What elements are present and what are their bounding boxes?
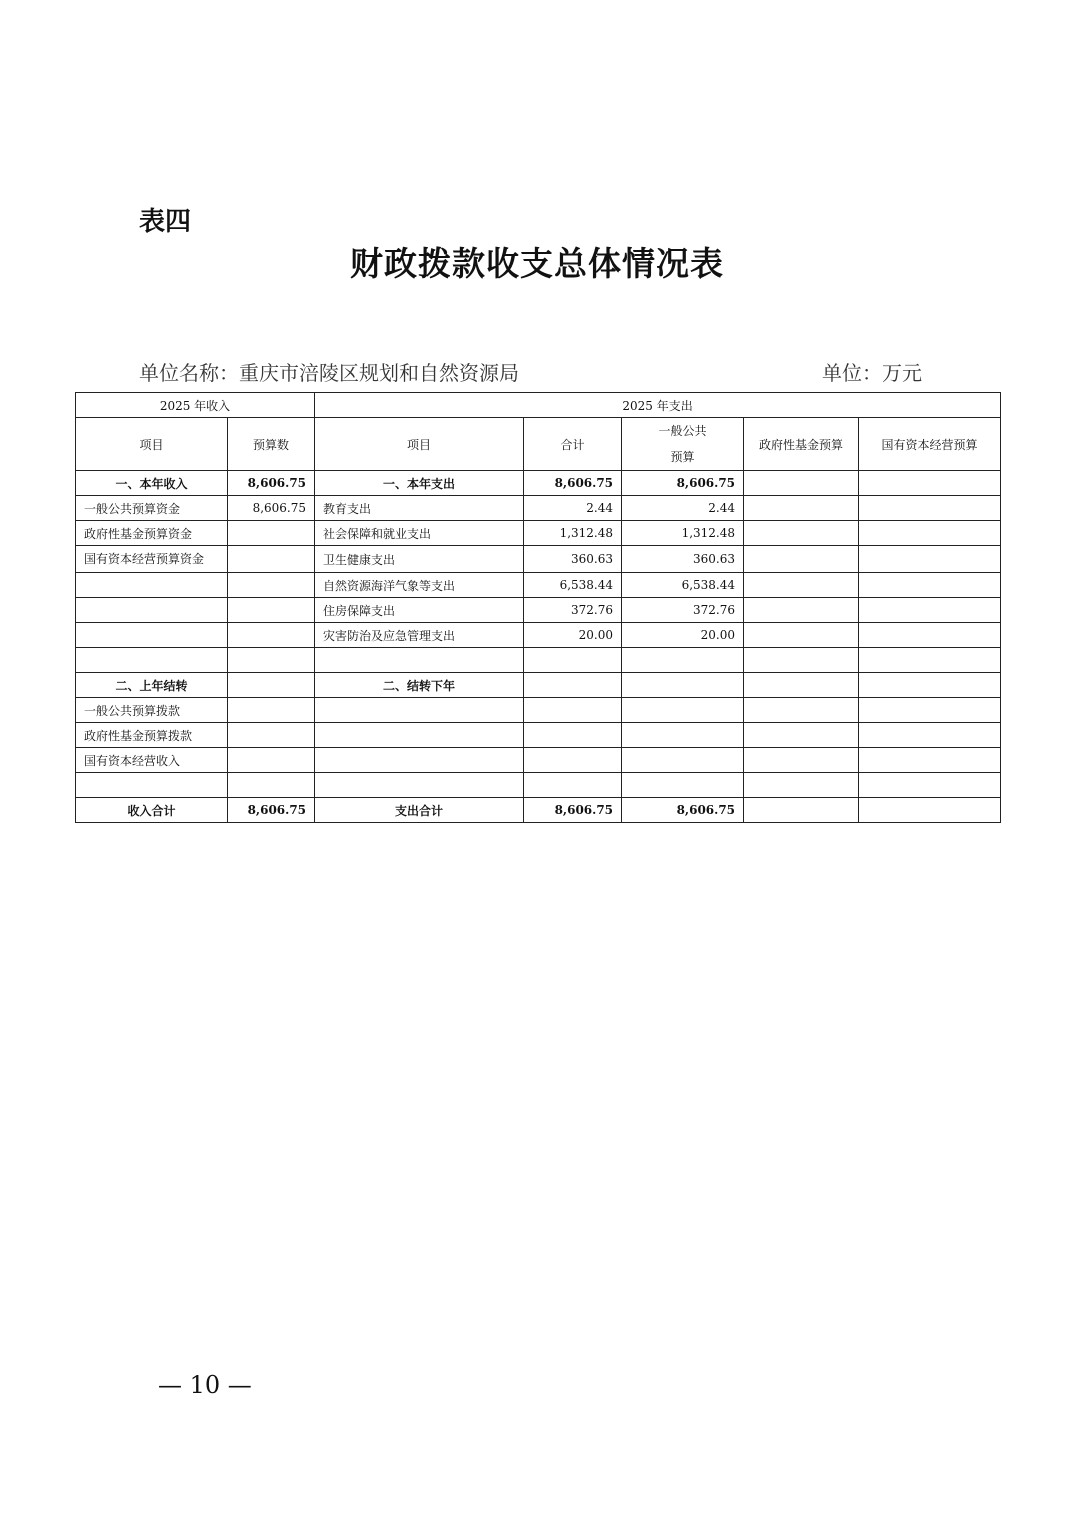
cell-total: [524, 748, 622, 773]
cell-general: 372.76: [622, 598, 744, 623]
cell-expense-item: [315, 723, 524, 748]
budget-table: [75, 392, 1001, 823]
cell-gov-fund: [744, 648, 859, 673]
cell-income-value: [228, 748, 315, 773]
unit-label: 单位：万元: [822, 361, 922, 385]
cell-general: 8,606.75: [622, 471, 744, 496]
cell-expense-item: 社会保障和就业支出: [315, 521, 524, 546]
cell-state-capital: [859, 598, 1001, 623]
table-row: [76, 598, 1001, 623]
cell-income-value: [228, 521, 315, 546]
table-row: [76, 521, 1001, 546]
cell-gov-fund: [744, 673, 859, 698]
cell-expense-item: [315, 698, 524, 723]
cell-income-value: [228, 673, 315, 698]
cell-expense-item: 卫生健康支出: [315, 546, 524, 573]
table-row: [76, 546, 1001, 573]
cell-general: 1,312.48: [622, 521, 744, 546]
cell-income-value: [228, 773, 315, 798]
cell-expense-item: 自然资源海洋气象等支出: [315, 573, 524, 598]
cell-income-item: 政府性基金预算拨款: [76, 723, 228, 748]
header-income-budget: 预算数: [228, 418, 315, 471]
cell-income-value: [228, 598, 315, 623]
cell-gov-fund: [744, 698, 859, 723]
cell-gov-fund: [744, 623, 859, 648]
cell-gov-fund: [744, 573, 859, 598]
header-expense-item: 项目: [315, 418, 524, 471]
cell-gov-fund: [744, 546, 859, 573]
header-gov-fund: 政府性基金预算: [744, 418, 859, 471]
cell-expense-item: 住房保障支出: [315, 598, 524, 623]
group-header-row: [76, 393, 1001, 418]
cell-income-value: [228, 723, 315, 748]
cell-total: [524, 673, 622, 698]
cell-state-capital: [859, 648, 1001, 673]
cell-state-capital: [859, 773, 1001, 798]
cell-total: [524, 773, 622, 798]
table-row: [76, 798, 1001, 823]
cell-state-capital: [859, 798, 1001, 823]
cell-income-item: [76, 773, 228, 798]
cell-income-item: [76, 648, 228, 673]
cell-gov-fund: [744, 723, 859, 748]
cell-income-value: [228, 648, 315, 673]
cell-state-capital: [859, 546, 1001, 573]
cell-state-capital: [859, 698, 1001, 723]
cell-general: [622, 673, 744, 698]
cell-general: 6,538.44: [622, 573, 744, 598]
cell-gov-fund: [744, 521, 859, 546]
cell-income-item: 一、本年收入: [76, 471, 228, 496]
cell-income-item: 政府性基金预算资金: [76, 521, 228, 546]
cell-state-capital: [859, 748, 1001, 773]
cell-gov-fund: [744, 773, 859, 798]
cell-income-item: [76, 623, 228, 648]
cell-general: 360.63: [622, 546, 744, 573]
table-row: [76, 471, 1001, 496]
cell-total: [524, 648, 622, 673]
cell-total: 20.00: [524, 623, 622, 648]
header-income-item: 项目: [76, 418, 228, 471]
table-row: [76, 773, 1001, 798]
cell-total: 8,606.75: [524, 471, 622, 496]
cell-income-item: 二、上年结转: [76, 673, 228, 698]
cell-total: 360.63: [524, 546, 622, 573]
cell-expense-item: 一、本年支出: [315, 471, 524, 496]
cell-income-item: 一般公共预算拨款: [76, 698, 228, 723]
header-total: 合计: [524, 418, 622, 471]
table-row: [76, 496, 1001, 521]
cell-expense-item: 灾害防治及应急管理支出: [315, 623, 524, 648]
cell-expense-item: 支出合计: [315, 798, 524, 823]
cell-income-value: [228, 546, 315, 573]
page-number: — 10 —: [158, 1371, 252, 1399]
cell-expense-item: [315, 648, 524, 673]
table-row: [76, 648, 1001, 673]
cell-income-value: [228, 623, 315, 648]
cell-income-value: [228, 698, 315, 723]
cell-total: [524, 698, 622, 723]
cell-total: 372.76: [524, 598, 622, 623]
cell-expense-item: 教育支出: [315, 496, 524, 521]
cell-general: 8,606.75: [622, 798, 744, 823]
table-row: [76, 673, 1001, 698]
cell-total: [524, 723, 622, 748]
cell-general: [622, 773, 744, 798]
cell-state-capital: [859, 521, 1001, 546]
cell-income-item: 国有资本经营预算资金: [76, 546, 228, 573]
table-label: 表四: [139, 207, 192, 237]
cell-income-item: 收入合计: [76, 798, 228, 823]
cell-income-value: 8,606.75: [228, 471, 315, 496]
cell-total: 2.44: [524, 496, 622, 521]
cell-gov-fund: [744, 798, 859, 823]
cell-state-capital: [859, 496, 1001, 521]
table-row: [76, 748, 1001, 773]
cell-expense-item: [315, 748, 524, 773]
cell-income-item: [76, 573, 228, 598]
cell-state-capital: [859, 623, 1001, 648]
cell-gov-fund: [744, 471, 859, 496]
cell-gov-fund: [744, 748, 859, 773]
column-header-row: [76, 418, 1001, 471]
cell-income-item: [76, 598, 228, 623]
cell-income-value: 8,606.75: [228, 496, 315, 521]
cell-total: 6,538.44: [524, 573, 622, 598]
cell-expense-item: [315, 773, 524, 798]
cell-gov-fund: [744, 598, 859, 623]
header-general-line1: 一般公共: [658, 424, 707, 438]
header-general-line2: 预算: [670, 450, 695, 464]
cell-state-capital: [859, 673, 1001, 698]
table-row: [76, 573, 1001, 598]
cell-income-item: 一般公共预算资金: [76, 496, 228, 521]
expense-group-header: 2025 年支出: [315, 393, 1001, 418]
income-group-header: 2025 年收入: [76, 393, 315, 418]
cell-general: [622, 648, 744, 673]
table-row: [76, 698, 1001, 723]
header-state-capital: 国有资本经营预算: [859, 418, 1001, 471]
cell-income-item: 国有资本经营收入: [76, 748, 228, 773]
cell-expense-item: 二、结转下年: [315, 673, 524, 698]
cell-general: 2.44: [622, 496, 744, 521]
page-title: 财政拨款收支总体情况表: [350, 244, 724, 283]
cell-general: [622, 698, 744, 723]
cell-state-capital: [859, 573, 1001, 598]
cell-general: [622, 723, 744, 748]
table-row: [76, 723, 1001, 748]
cell-income-value: [228, 573, 315, 598]
cell-state-capital: [859, 471, 1001, 496]
cell-total: 1,312.48: [524, 521, 622, 546]
cell-income-value: 8,606.75: [228, 798, 315, 823]
cell-total: 8,606.75: [524, 798, 622, 823]
cell-gov-fund: [744, 496, 859, 521]
cell-general: 20.00: [622, 623, 744, 648]
table-row: [76, 623, 1001, 648]
unit-name: 单位名称：重庆市涪陵区规划和自然资源局: [139, 361, 519, 385]
cell-general: [622, 748, 744, 773]
cell-state-capital: [859, 723, 1001, 748]
header-general-budget: [622, 418, 744, 471]
